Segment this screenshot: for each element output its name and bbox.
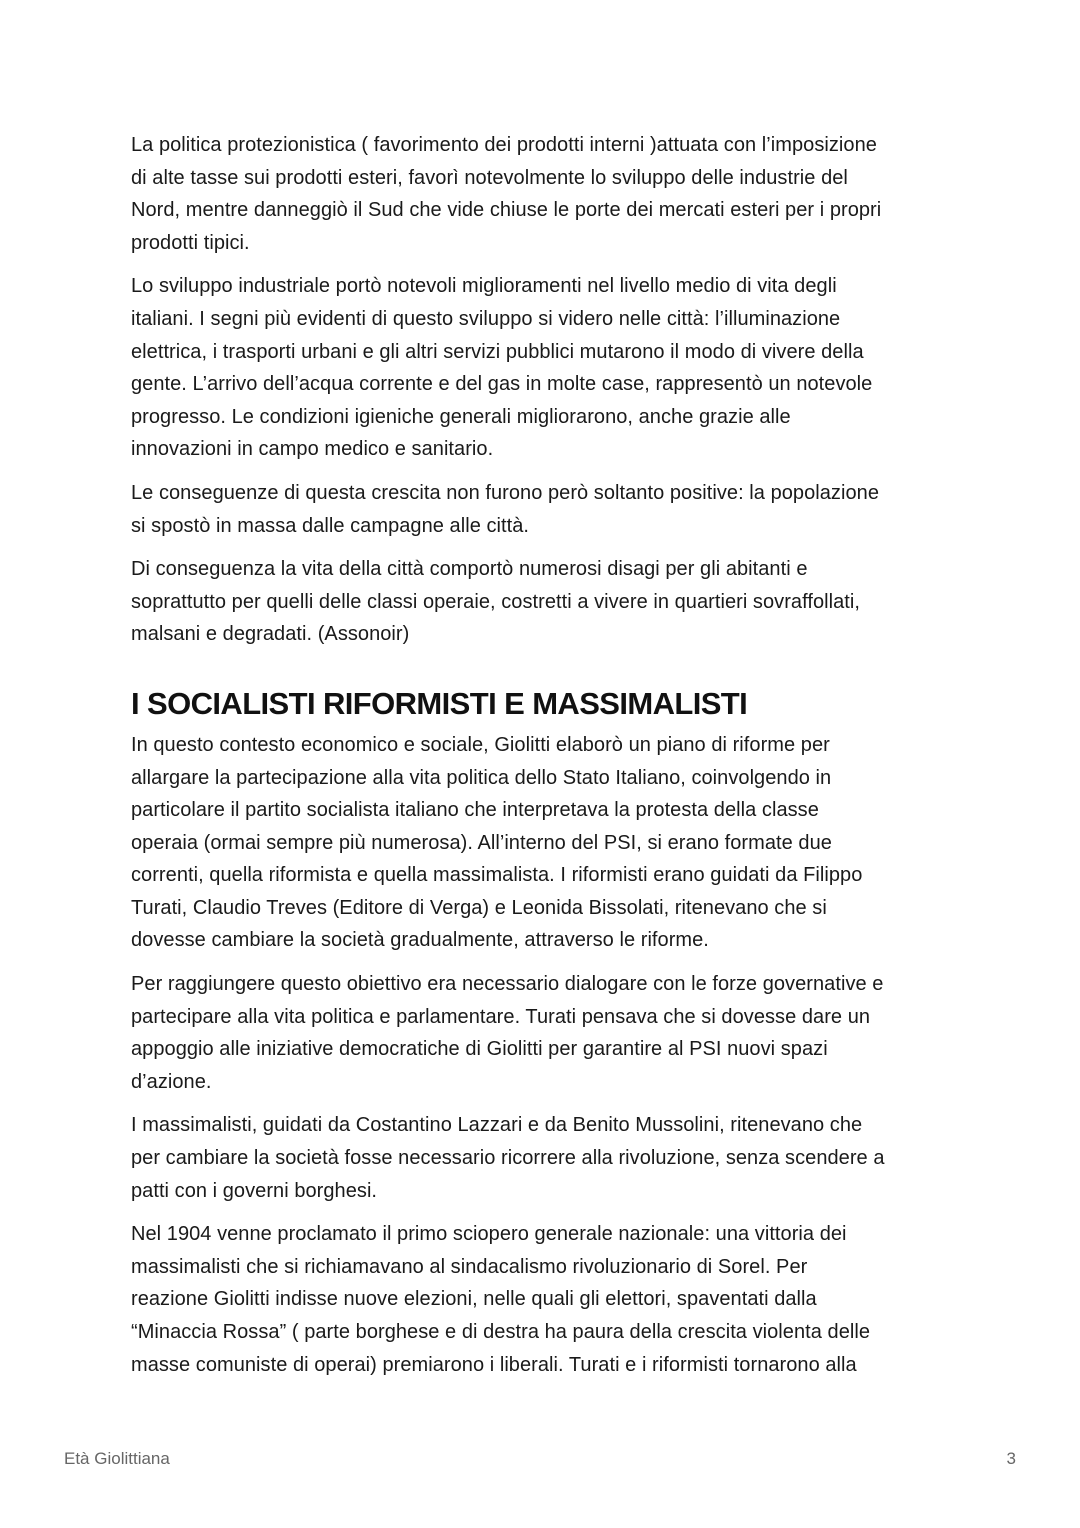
paragraph <box>131 1109 951 1207</box>
text-line: allargare la partecipazione alla vita politica dello Stato Italiano, coinvolgendo in <box>131 766 832 789</box>
text-line: reazione Giolitti indisse nuove elezioni, nelle quali gli elettori, spaventati dalla <box>131 1288 817 1311</box>
text-line: correnti, quella riformista e quella massimalista. I riformisti erano guidati da Filippo <box>131 864 863 887</box>
paragraph <box>131 729 951 957</box>
paragraph <box>131 129 951 259</box>
text-line: patti con i governi borghesi. <box>131 1179 378 1202</box>
section-socialisti <box>131 683 951 1381</box>
text-line: massimalisti che si richiamavano al sindacalismo rivoluzionario di Sorel. Per <box>131 1255 808 1278</box>
text-line: di alte tasse sui prodotti esteri, favorì notevolmente lo sviluppo delle industrie del <box>131 166 848 189</box>
section-intro <box>131 129 951 651</box>
text-line: Di conseguenza la vita della città comportò numerosi disagi per gli abitanti e <box>131 558 808 581</box>
text-line: Turati, Claudio Treves (Editore di Verga) e Leonida Bissolati, ritenevano che si <box>131 896 827 919</box>
text-line: malsani e degradati. (Assonoir) <box>131 623 410 646</box>
text-line: progresso. Le condizioni igieniche generali migliorarono, anche grazie alle <box>131 405 791 428</box>
text-line: per cambiare la società fosse necessario ricorrere alla rivoluzione, senza scendere a <box>131 1147 885 1170</box>
footer-page-number: 3 <box>1006 1449 1016 1468</box>
page-body <box>131 129 951 1392</box>
text-line: La politica protezionistica ( favorimento dei prodotti interni )attuata con l’imposizione <box>131 134 877 156</box>
text-line: Per raggiungere questo obiettivo era necessario dialogare con le forze governative e <box>131 973 884 996</box>
text-line: appoggio alle iniziative democratiche di Giolitti per garantire al PSI nuovi spazi <box>131 1038 828 1061</box>
paragraph <box>131 270 951 466</box>
text-line: prodotti tipici. <box>131 231 250 254</box>
paragraph <box>131 477 951 542</box>
text-line: Nel 1904 venne proclamato il primo sciopero generale nazionale: una vittoria dei <box>131 1223 847 1246</box>
text-line: innovazioni in campo medico e sanitario. <box>131 438 494 461</box>
text-line: soprattutto per quelli delle classi operaie, costretti a vivere in quartieri sovraffollati, <box>131 590 860 613</box>
section-heading: I SOCIALISTI RIFORMISTI E MASSIMALISTI <box>131 685 748 721</box>
text-line: Le conseguenze di questa crescita non furono però soltanto positive: la popolazione <box>131 481 879 504</box>
text-line: elettrica, i trasporti urbani e gli altri servizi pubblici mutarono il modo di vivere della <box>131 340 864 363</box>
text-line: Lo sviluppo industriale portò notevoli miglioramenti nel livello medio di vita degli <box>131 275 837 298</box>
paragraph <box>131 968 951 1098</box>
text-line: I massimalisti, guidati da Costantino Lazzari e da Benito Mussolini, ritenevano che <box>131 1114 863 1137</box>
text-line: In questo contesto economico e sociale, Giolitti elaborò un piano di riforme per <box>131 733 830 756</box>
text-line: gente. L’arrivo dell’acqua corrente e del gas in molte case, rappresentò un notevole <box>131 373 873 396</box>
text-line: particolare il partito socialista italiano che interpretava la protesta della classe <box>131 799 819 822</box>
paragraph <box>131 1218 951 1381</box>
text-line: Nord, mentre danneggiò il Sud che vide chiuse le porte dei mercati esteri per i propri <box>131 199 882 222</box>
text-line: “Minaccia Rossa” ( parte borghese e di destra ha paura della crescita violenta delle <box>131 1321 871 1343</box>
text-line: partecipare alla vita politica e parlamentare. Turati pensava che si dovesse dare un <box>131 1005 871 1028</box>
text-line: masse comuniste di operai) premiarono i liberali. Turati e i riformisti tornarono alla <box>131 1353 857 1376</box>
paragraph <box>131 553 951 651</box>
text-line: si spostò in massa dalle campagne alle città. <box>131 514 530 537</box>
text-line: dovesse cambiare la società gradualmente, attraverso le riforme. <box>131 929 709 952</box>
footer-document-title: Età Giolittiana <box>64 1449 170 1468</box>
text-line: operaia (ormai sempre più numerosa). All’interno del PSI, si erano formate due <box>131 831 832 854</box>
text-line: d’azione. <box>131 1070 212 1093</box>
text-line: italiani. I segni più evidenti di questo sviluppo si videro nelle città: l’illuminazione <box>131 307 841 330</box>
